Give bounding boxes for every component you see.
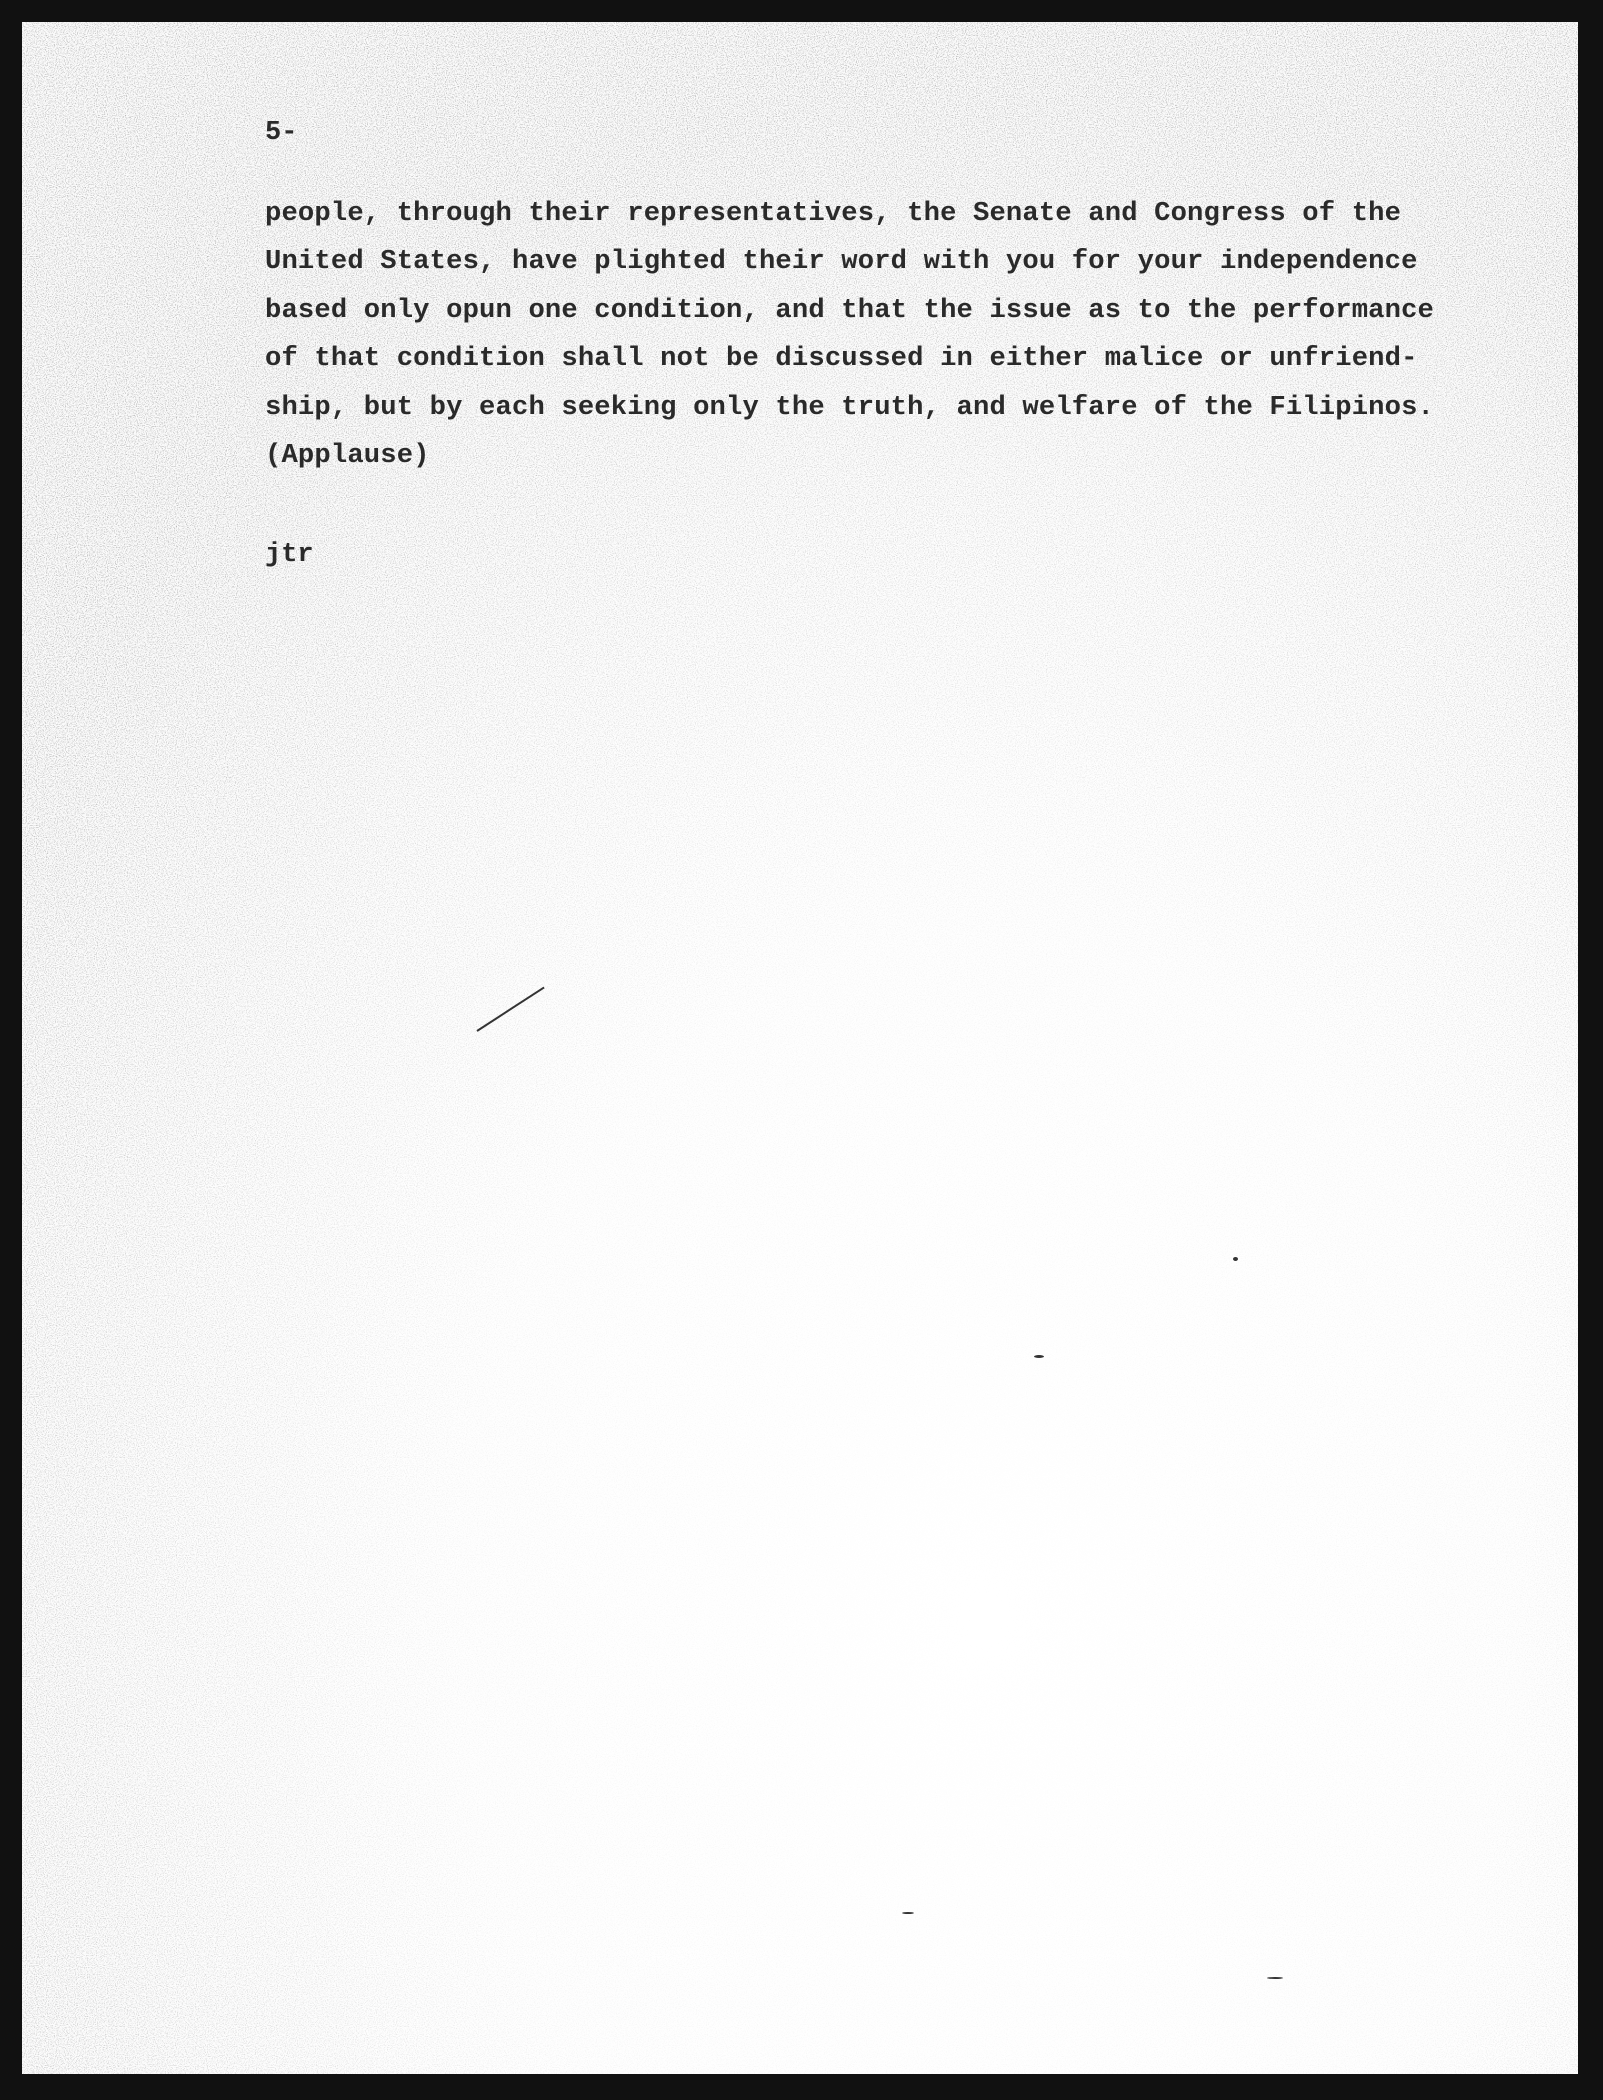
typist-initials: jtr — [265, 540, 314, 570]
body-line: ship, but by each seeking only the truth, and welfare of the Filipinos. — [265, 392, 1435, 423]
paper-texture — [22, 22, 1578, 2074]
body-line: United States, have plighted their word with you for your independence — [265, 246, 1418, 277]
body-line: (Applause) — [265, 440, 430, 471]
ink-speck — [1267, 1977, 1283, 1979]
document-page — [22, 22, 1578, 2074]
body-line: people, through their representatives, the Senate and Congress of the — [265, 198, 1402, 229]
body-line: based only opun one condition, and that the issue as to the performance — [265, 295, 1435, 326]
ink-speck — [1034, 1355, 1044, 1358]
page-number: 5- — [265, 118, 298, 148]
ink-speck — [1233, 1257, 1238, 1261]
ink-speck — [902, 1912, 914, 1914]
body-line: of that condition shall not be discussed in either malice or unfriend- — [265, 343, 1418, 374]
